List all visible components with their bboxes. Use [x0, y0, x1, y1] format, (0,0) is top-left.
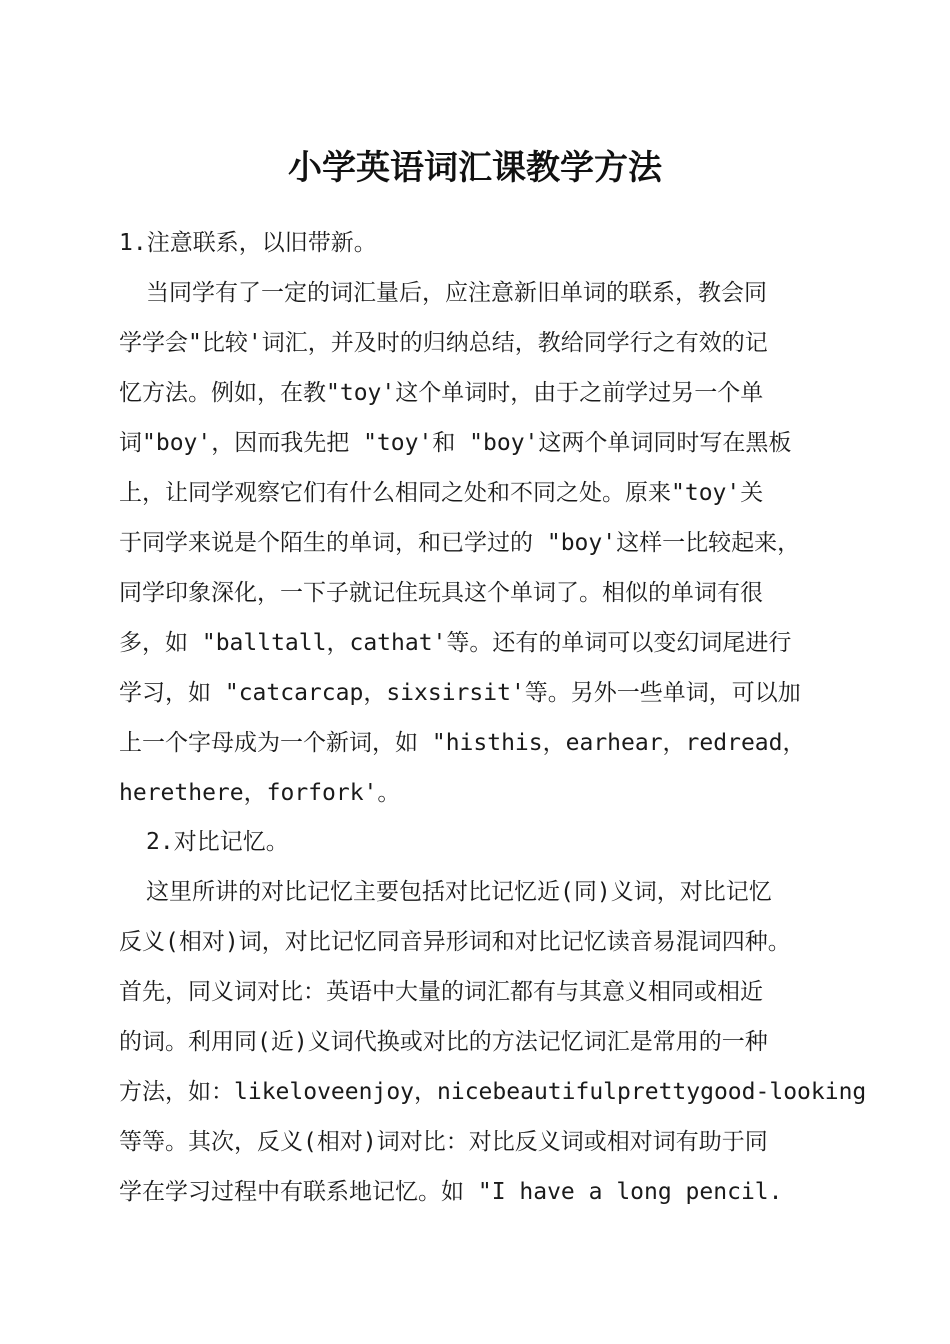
paragraph-line: 方法，如：likeloveenjoy，nicebeautifulprettygood-looking: [119, 1079, 867, 1105]
paragraph-line: 反义(相对)词，对比记忆同音异形词和对比记忆读音易混词四种。: [119, 929, 791, 955]
paragraph-line: 学习，如 "catcarcap，sixsirsit'等。另外一些单词，可以加: [119, 680, 801, 706]
paragraph-line: 上，让同学观察它们有什么相同之处和不同之处。原来"toy'关: [119, 480, 764, 506]
paragraph-line: 学在学习过程中有联系地记忆。如 "I have a long pencil.: [119, 1179, 783, 1205]
paragraph-line: 于同学来说是个陌生的单词，和已学过的 "boy'这样一比较起来，: [119, 530, 801, 556]
paragraph-line: 首先，同义词对比：英语中大量的词汇都有与其意义相同或相近: [119, 979, 763, 1005]
paragraph-line: 等等。其次，反义(相对)词对比：对比反义词或相对词有助于同: [119, 1129, 768, 1155]
paragraph-line: 忆方法。例如，在教"toy'这个单词时，由于之前学过另一个单: [119, 380, 764, 406]
paragraph-line: 同学印象深化，一下子就记住玩具这个单词了。相似的单词有很: [119, 580, 763, 606]
section-heading-2: 2.对比记忆。: [146, 829, 289, 855]
paragraph-line: 这里所讲的对比记忆主要包括对比记忆近(同)义词，对比记忆: [146, 879, 772, 905]
paragraph-line: 当同学有了一定的词汇量后，应注意新旧单词的联系，教会同: [146, 280, 767, 306]
paragraph-line: 上一个字母成为一个新词，如 "histhis，earhear，redread，: [119, 730, 806, 756]
paragraph-line: 学学会"比较'词汇，并及时的归纳总结，教给同学行之有效的记: [119, 330, 768, 356]
paragraph-line: 多，如 "balltall，cathat'等。还有的单词可以变幻词尾进行: [119, 630, 792, 656]
paragraph-line: herethere，forfork'。: [119, 780, 401, 806]
document-title: 小学英语词汇课教学方法: [288, 148, 662, 188]
paragraph-line: 的词。利用同(近)义词代换或对比的方法记忆词汇是常用的一种: [119, 1029, 768, 1055]
paragraph-line: 词"boy'，因而我先把 "toy'和 "boy'这两个单词同时写在黑板: [119, 430, 792, 456]
section-heading-1: 1.注意联系，以旧带新。: [119, 230, 377, 256]
